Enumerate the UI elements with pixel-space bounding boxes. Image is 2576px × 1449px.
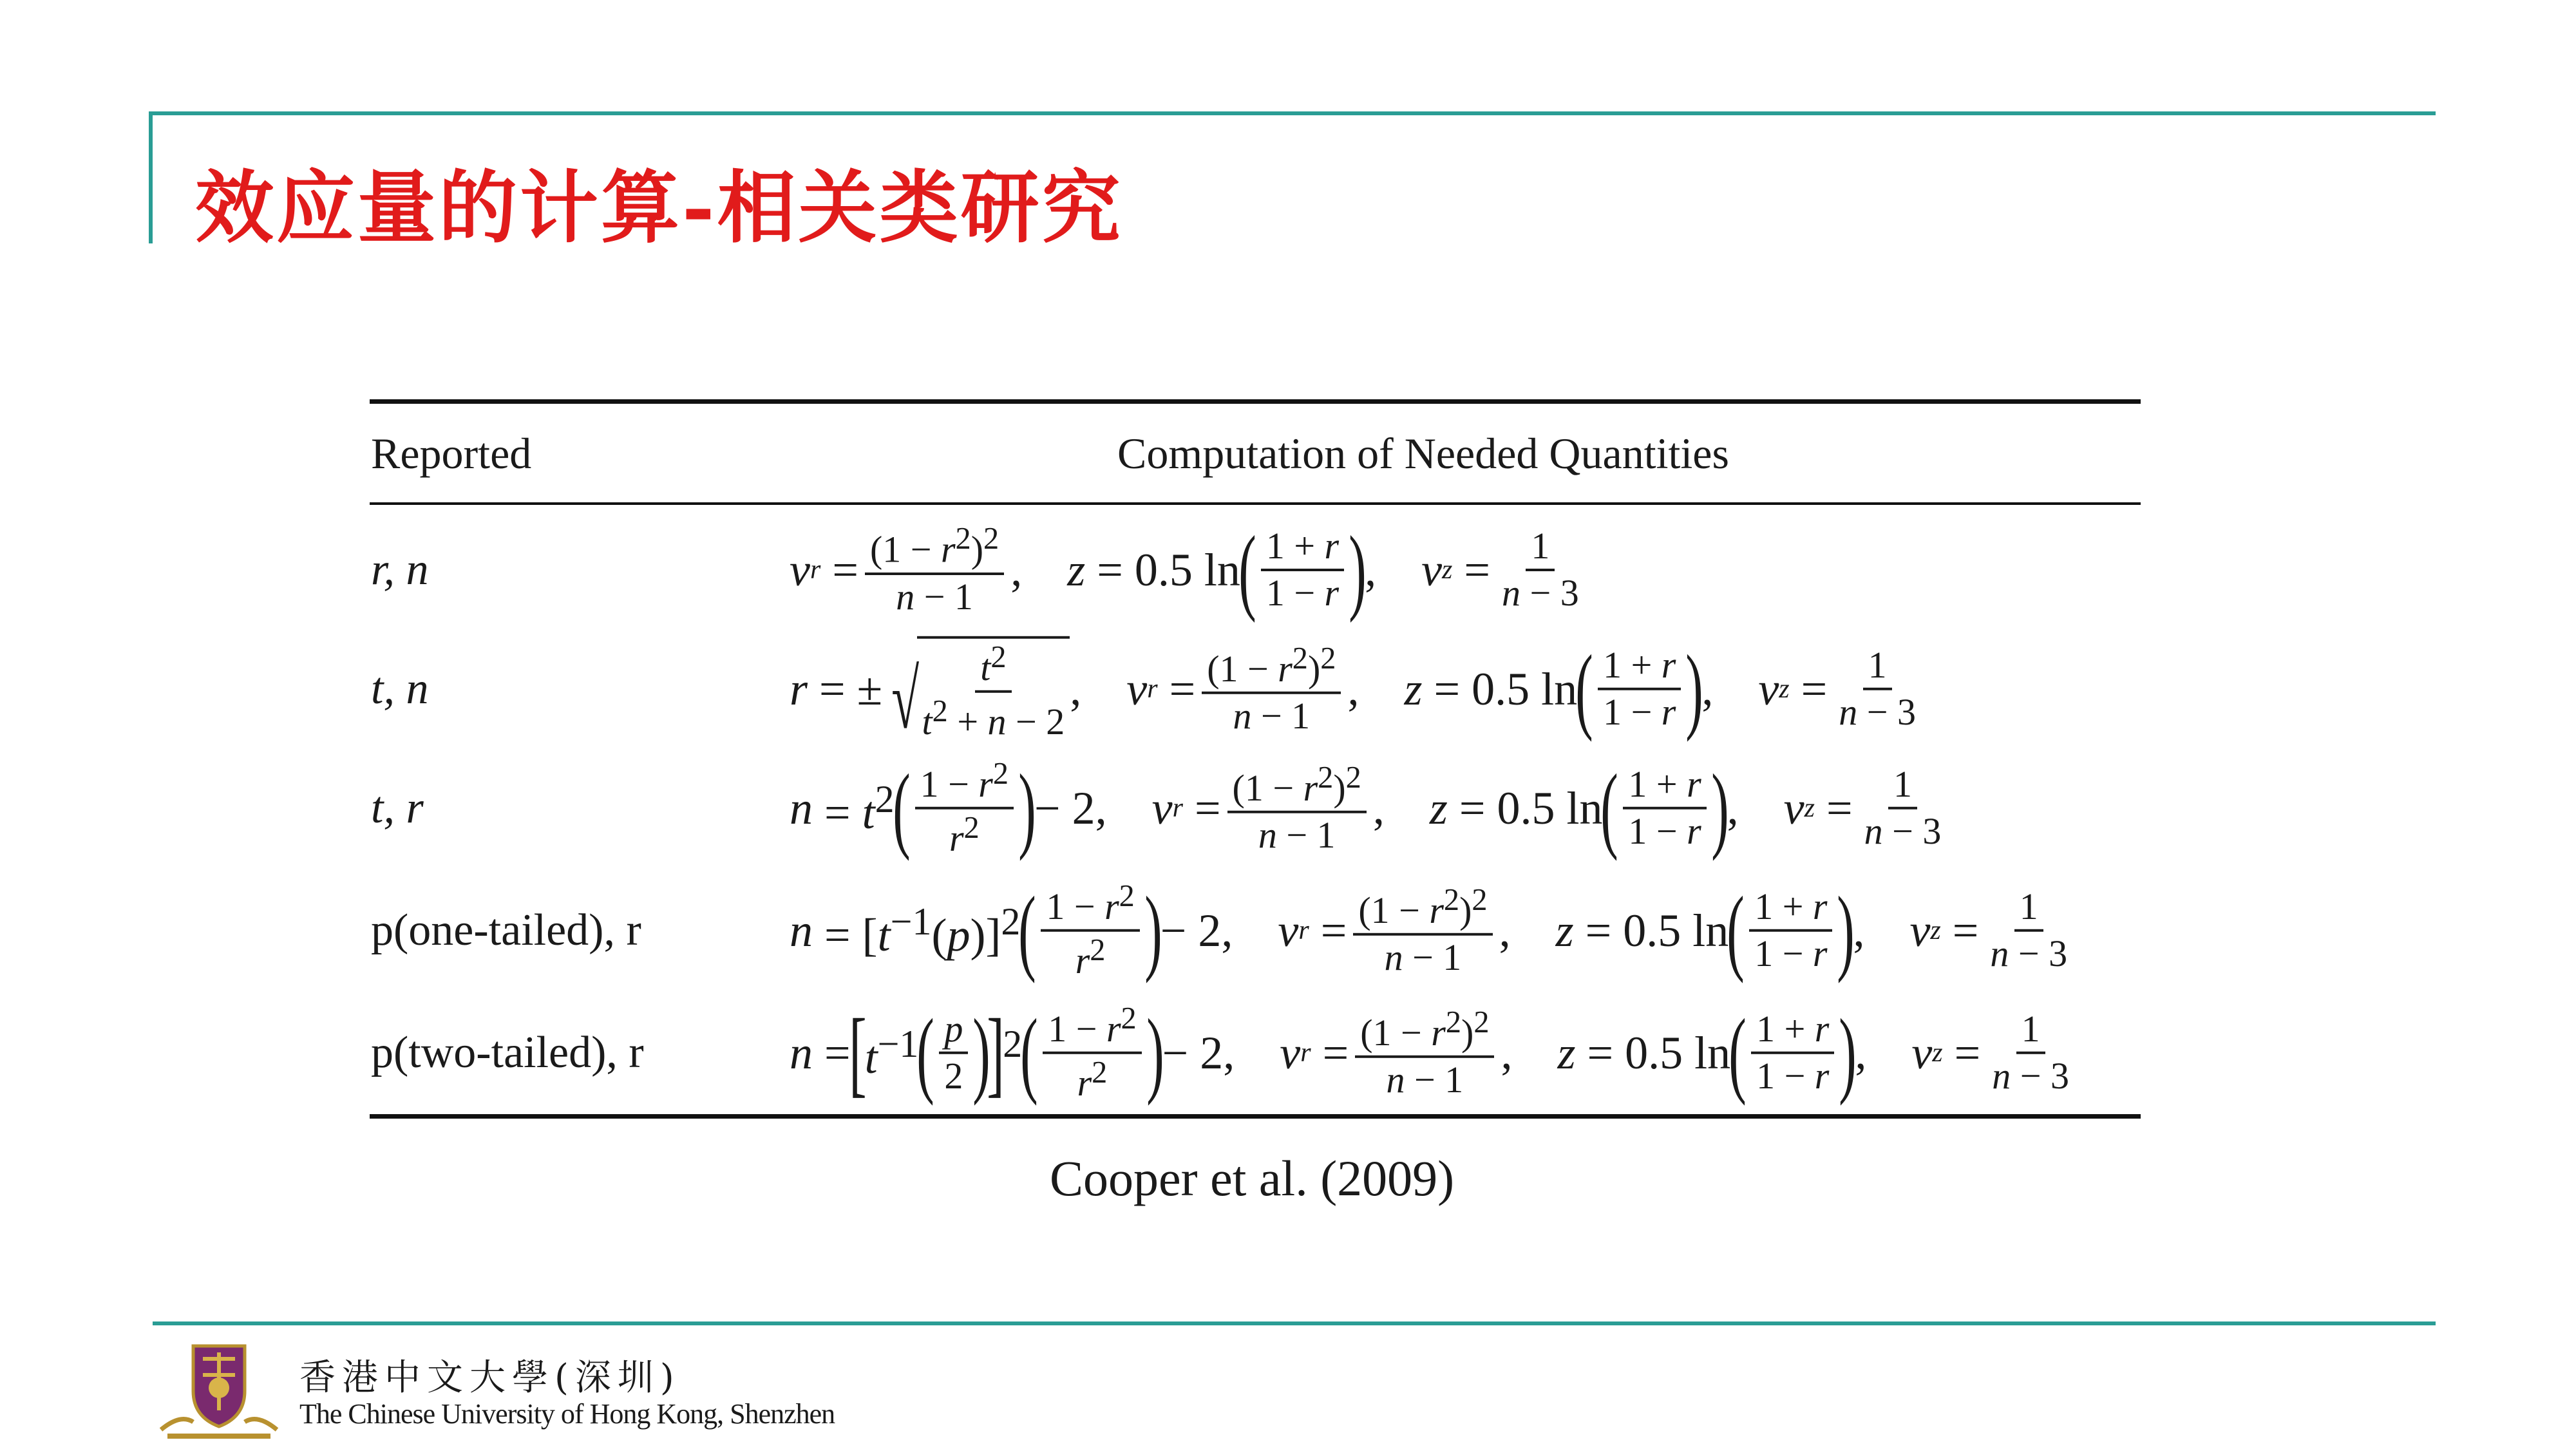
table-header-rule	[370, 502, 2141, 505]
university-crest-icon	[155, 1340, 283, 1443]
header-rule	[153, 111, 2436, 115]
row-label: t, r	[371, 783, 424, 833]
table-row	[371, 876, 2136, 985]
table-top-rule	[370, 399, 2141, 404]
row-formula: n = $[t^{-1}(p)]^2$ ( $\frac{1 - r^2}{r^2}$ ) − 2, v r = $\frac{(1 - r^2)^2}{n - 1}$ , z = 0.5 ln ( $\frac{1 + r}{1 - r}$ ) , v z = $\frac{1}{n - 3}$	[790, 877, 2068, 984]
row-formula: n = [ $t^{-1}$ ( $\frac{p}{2}$ ) ] $^2$ ( $\frac{1 - r^2}{r^2}$ ) − 2, v r = $\frac{(1 - r^2)^2}{n - 1}$ , z = 0.5 ln ( $\frac{1 + r}{1 - r}$ ) , v z = $\frac{1}{n - 3}$	[790, 999, 2069, 1106]
column-header-computation: Computation of Needed Quantities	[1117, 429, 1729, 478]
row-label: t, n	[371, 664, 429, 714]
citation: Cooper et al. (2009)	[1050, 1150, 1455, 1206]
row-formula: n = $t^2$ ( $\frac{1 - r^2}{r^2}$ ) − 2, v r = $\frac{(1 - r^2)^2}{n - 1}$ , z = 0.5 ln ( $\frac{1 + r}{1 - r}$ ) , v z = $\frac{1}{n - 3}$	[790, 755, 1942, 862]
row-formula: r = ± √ $\frac{t^2}{t^2 + n - 2}$ , v r = $\frac{(1 - r^2)^2}{n - 1}$ , z = 0.5 ln ( $\frac{1 + r}{1 - r}$ ) , v z = $\frac{1}{n - 3}$	[790, 636, 1916, 747]
row-formula: v r = $\frac{(1 - r^2)^2}{n - 1}$ , z = 0.5 ln ( $\frac{1 + r}{1 - r}$ ) , v z = $\frac{1}{n - 3}$	[790, 516, 1579, 623]
table-row	[371, 998, 2136, 1108]
table-bottom-rule	[370, 1114, 2141, 1119]
table-row	[371, 634, 2136, 747]
column-header-reported: Reported	[371, 429, 532, 478]
row-label: p(one-tailed), r	[371, 905, 641, 955]
header-accent-bar	[149, 111, 153, 243]
university-name-english: The Chinese University of Hong Kong, Shenzhen	[299, 1398, 835, 1430]
table-row	[371, 515, 2136, 625]
footer-rule	[153, 1321, 2436, 1325]
university-name-chinese: 香港中文大學(深圳)	[299, 1357, 681, 1399]
slide-title: 效应量的计算-相关类研究	[195, 161, 1123, 254]
row-label: p(two-tailed), r	[371, 1028, 644, 1077]
table-row	[371, 753, 2136, 863]
row-label: r, n	[371, 545, 429, 594]
